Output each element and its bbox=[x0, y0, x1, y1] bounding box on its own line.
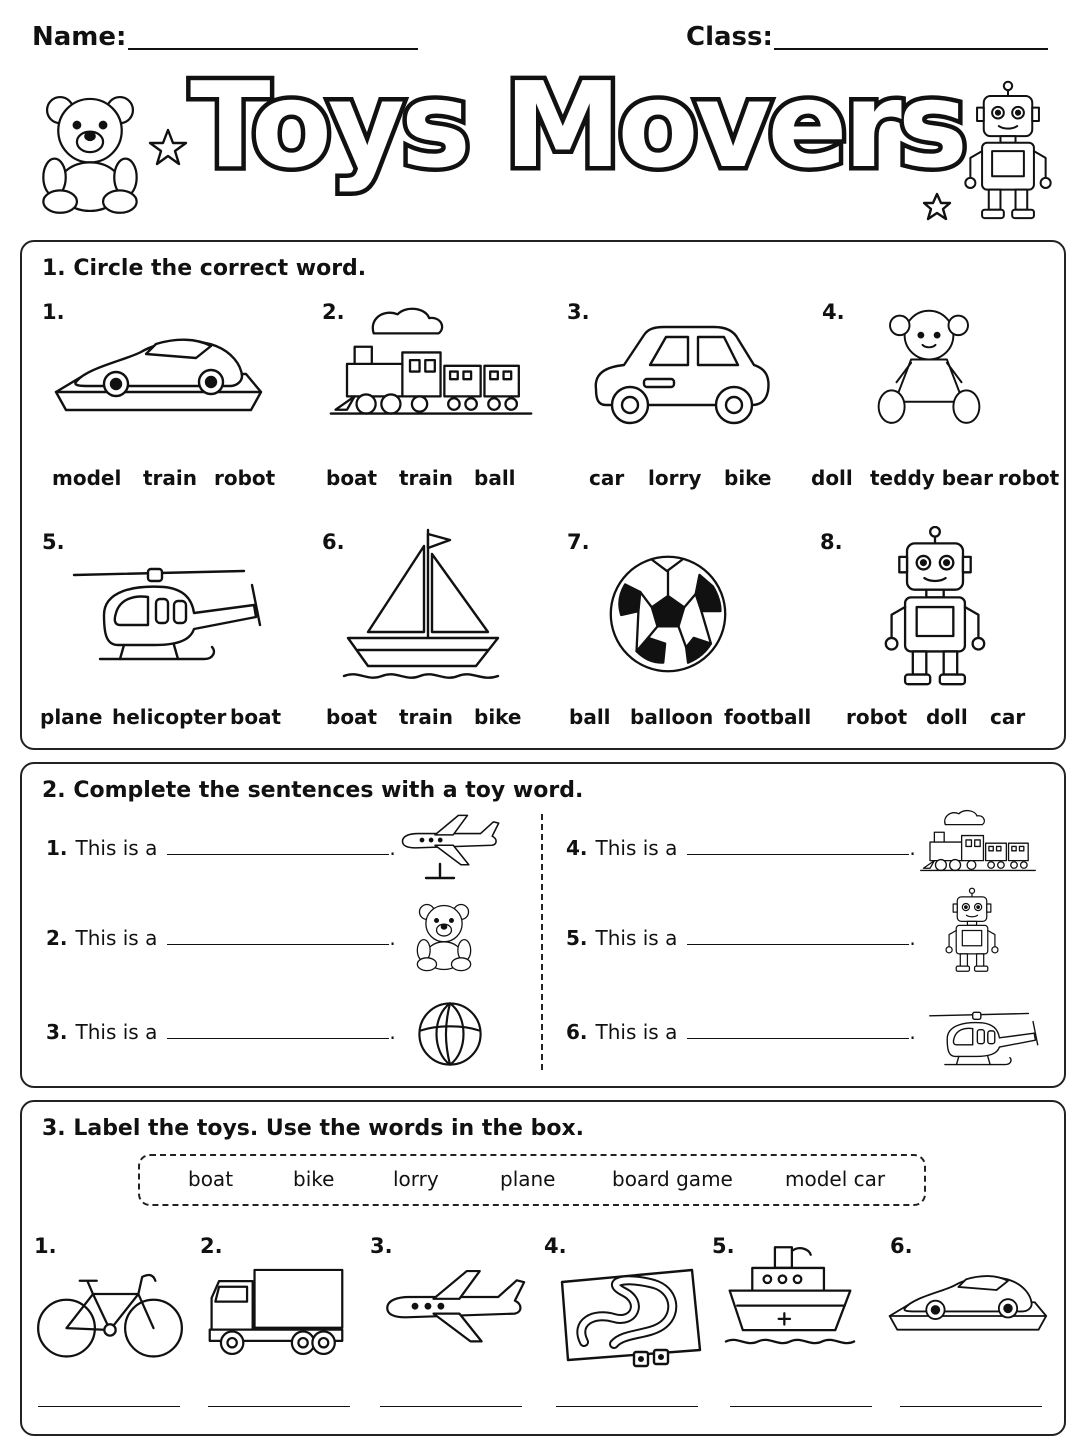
sentence-3: 3. This is a . bbox=[46, 1020, 396, 1044]
sentence-1: 1. This is a . bbox=[46, 836, 396, 860]
section-title: 3. Label the toys. Use the words in the box. bbox=[42, 1116, 585, 1141]
sentence-5: 5. This is a . bbox=[566, 926, 916, 950]
page-title: Toys Movers bbox=[190, 56, 964, 194]
item-number: 6. bbox=[890, 1234, 913, 1258]
beach-ball-icon bbox=[414, 998, 486, 1070]
item-number: 4. bbox=[822, 300, 845, 324]
word-option[interactable]: train bbox=[399, 466, 454, 490]
item-number: 4. bbox=[544, 1234, 567, 1258]
word-option[interactable]: car bbox=[990, 705, 1026, 729]
name-label: Name: bbox=[32, 22, 127, 52]
plane-icon bbox=[378, 1266, 526, 1352]
word-option[interactable]: lorry bbox=[648, 466, 702, 490]
word-option[interactable]: car bbox=[589, 466, 625, 490]
robot-icon bbox=[944, 886, 1000, 976]
class-field[interactable] bbox=[774, 48, 1048, 50]
item-number: 8. bbox=[820, 530, 843, 554]
item-number: 1. bbox=[34, 1234, 57, 1258]
word-option[interactable]: bike bbox=[474, 705, 522, 729]
word-box-item: plane bbox=[500, 1167, 556, 1191]
word-option[interactable]: helicopter bbox=[112, 705, 227, 729]
word-option[interactable]: robot bbox=[214, 466, 276, 490]
sentence-2: 2. This is a . bbox=[46, 926, 396, 950]
word-option[interactable]: doll bbox=[926, 705, 968, 729]
word-option[interactable]: ball bbox=[474, 466, 516, 490]
answer-line[interactable] bbox=[556, 1406, 698, 1407]
model-car-icon bbox=[882, 1266, 1050, 1340]
sentence-4: 4. This is a . bbox=[566, 836, 916, 860]
word-box-item: lorry bbox=[393, 1167, 439, 1191]
word-option[interactable]: boat bbox=[326, 705, 378, 729]
football-icon bbox=[606, 552, 730, 676]
train-icon bbox=[918, 806, 1038, 876]
word-option[interactable]: robot bbox=[846, 705, 908, 729]
word-option[interactable]: doll bbox=[811, 466, 853, 490]
robot-icon bbox=[962, 76, 1054, 228]
answer-line[interactable] bbox=[730, 1406, 872, 1407]
word-option[interactable]: robot bbox=[998, 466, 1060, 490]
item-number: 5. bbox=[42, 530, 65, 554]
answer-line[interactable] bbox=[380, 1406, 522, 1407]
word-box-item: boat bbox=[188, 1167, 234, 1191]
section-title: 2. Complete the sentences with a toy word. bbox=[42, 778, 584, 803]
board-game-icon bbox=[554, 1262, 704, 1372]
item-number: 3. bbox=[567, 300, 590, 324]
answer-blank[interactable] bbox=[167, 944, 389, 945]
item-number: 7. bbox=[567, 530, 590, 554]
word-option[interactable]: boat bbox=[230, 705, 282, 729]
sentence-6: 6. This is a . bbox=[566, 1020, 916, 1044]
answer-blank[interactable] bbox=[167, 854, 389, 855]
word-option[interactable]: plane bbox=[40, 705, 103, 729]
word-option[interactable]: bike bbox=[724, 466, 772, 490]
boat-icon bbox=[724, 1242, 856, 1358]
answer-blank[interactable] bbox=[687, 944, 909, 945]
train-icon bbox=[326, 282, 536, 442]
star-icon bbox=[148, 128, 188, 168]
word-option[interactable]: teddy bear bbox=[870, 466, 993, 490]
sailboat-icon bbox=[338, 526, 508, 686]
item-number: 6. bbox=[322, 530, 345, 554]
model-car-icon bbox=[46, 330, 266, 420]
word-option[interactable]: ball bbox=[569, 705, 611, 729]
section-title: 1. Circle the correct word. bbox=[42, 256, 367, 281]
helicopter-icon bbox=[924, 1004, 1040, 1074]
word-option[interactable]: train bbox=[399, 705, 454, 729]
robot-icon bbox=[880, 526, 990, 690]
word-box-item: model car bbox=[785, 1167, 886, 1191]
column-divider bbox=[541, 814, 543, 1070]
answer-blank[interactable] bbox=[687, 1038, 909, 1039]
teddy-bear-icon bbox=[34, 92, 146, 216]
item-number: 2. bbox=[200, 1234, 223, 1258]
item-number: 3. bbox=[370, 1234, 393, 1258]
plane-icon bbox=[396, 812, 500, 880]
class-label: Class: bbox=[686, 22, 773, 52]
word-box-item: board game bbox=[612, 1167, 733, 1191]
answer-blank[interactable] bbox=[167, 1038, 389, 1039]
lorry-icon bbox=[206, 1264, 346, 1358]
answer-line[interactable] bbox=[900, 1406, 1042, 1407]
teddy-bear-icon bbox=[412, 896, 476, 978]
bike-icon bbox=[34, 1260, 186, 1364]
helicopter-icon bbox=[64, 552, 264, 678]
item-number: 1. bbox=[42, 300, 65, 324]
word-option[interactable]: balloon bbox=[630, 705, 714, 729]
item-number: 2. bbox=[322, 300, 345, 324]
word-option[interactable]: boat bbox=[326, 466, 378, 490]
word-option[interactable]: model bbox=[52, 466, 122, 490]
word-option[interactable]: football bbox=[724, 705, 812, 729]
answer-blank[interactable] bbox=[687, 854, 909, 855]
star-icon bbox=[922, 192, 952, 222]
car-icon bbox=[584, 312, 774, 436]
item-number: 5. bbox=[712, 1234, 735, 1258]
name-field[interactable] bbox=[128, 48, 418, 50]
answer-line[interactable] bbox=[208, 1406, 350, 1407]
answer-line[interactable] bbox=[38, 1406, 180, 1407]
word-option[interactable]: train bbox=[143, 466, 198, 490]
word-box-item: bike bbox=[293, 1167, 335, 1191]
doll-icon bbox=[864, 286, 994, 446]
